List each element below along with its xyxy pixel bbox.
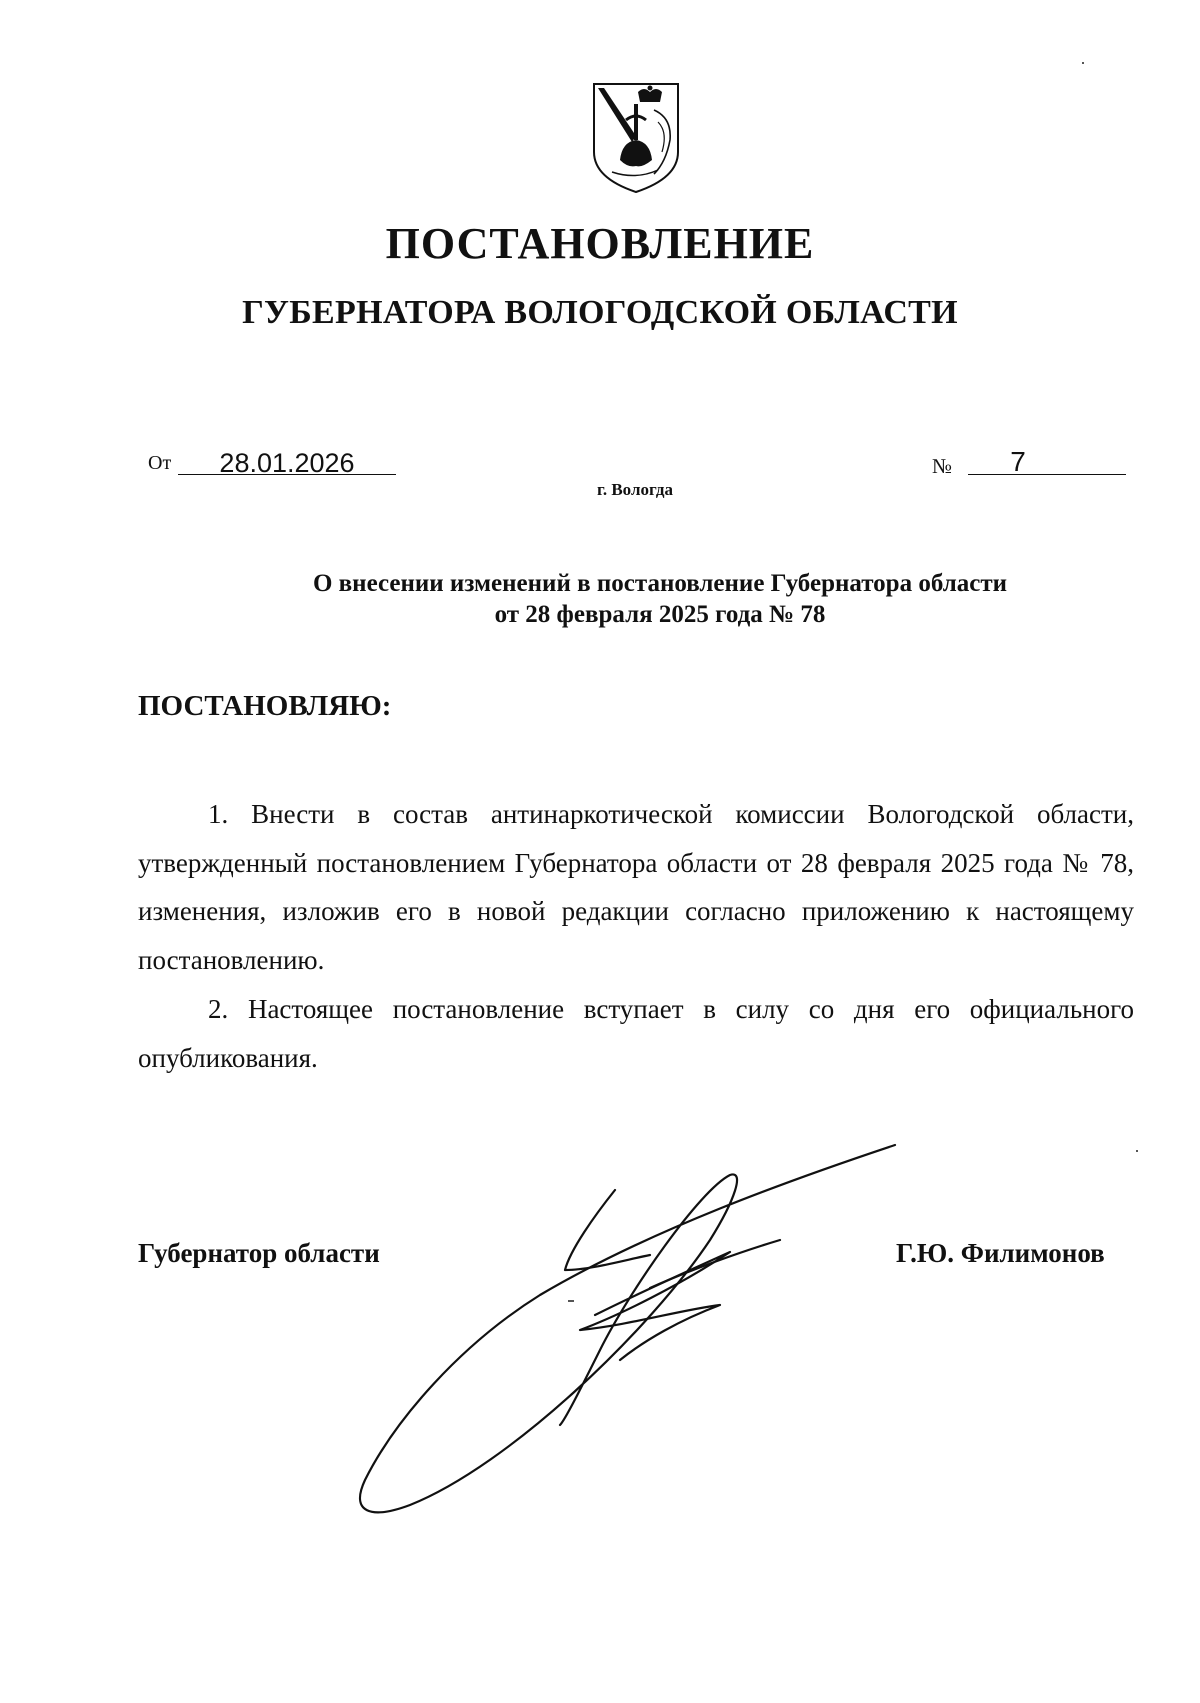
number-value: 7 [1010, 446, 1026, 477]
scan-speck [1136, 1150, 1138, 1152]
paragraph-1: 1. Внести в состав антинаркотической комиссии Вологодской области, утвержденный постановлением Губернатора области от 28 февраля 2025 года № 78, изменения, изложив его в новой редакции согласно приложению к настоящему постановлению. [138, 799, 1134, 975]
document-body [138, 790, 1134, 1083]
subject-line-2: от 28 февраля 2025 года № 78 [494, 601, 826, 628]
scan-speck [1082, 62, 1084, 64]
city-label: г. Вологда [597, 480, 673, 499]
scan-speck [568, 1300, 574, 1302]
document-subtitle: ГУБЕРНАТОРА ВОЛОГОДСКОЙ ОБЛАСТИ [242, 294, 958, 331]
paragraph-2: 2. Настоящее постановление вступает в силу со дня его официального опубликования. [138, 994, 1134, 1073]
signatory-post: Губернатор области [138, 1238, 380, 1268]
subject-line-1: О внесении изменений в постановление Губернатора области [312, 570, 1008, 597]
date-value: 28.01.2026 [219, 448, 355, 478]
coat-of-arms-icon [592, 82, 680, 194]
date-label: От [148, 452, 172, 474]
decree-heading: ПОСТАНОВЛЯЮ: [138, 690, 392, 722]
handwritten-signature [350, 1120, 910, 1520]
document-title: ПОСТАНОВЛЕНИЕ [385, 219, 815, 268]
signatory-name: Г.Ю. Филимонов [896, 1238, 1105, 1268]
document-subject [160, 568, 1160, 630]
number-label: № [932, 454, 953, 478]
